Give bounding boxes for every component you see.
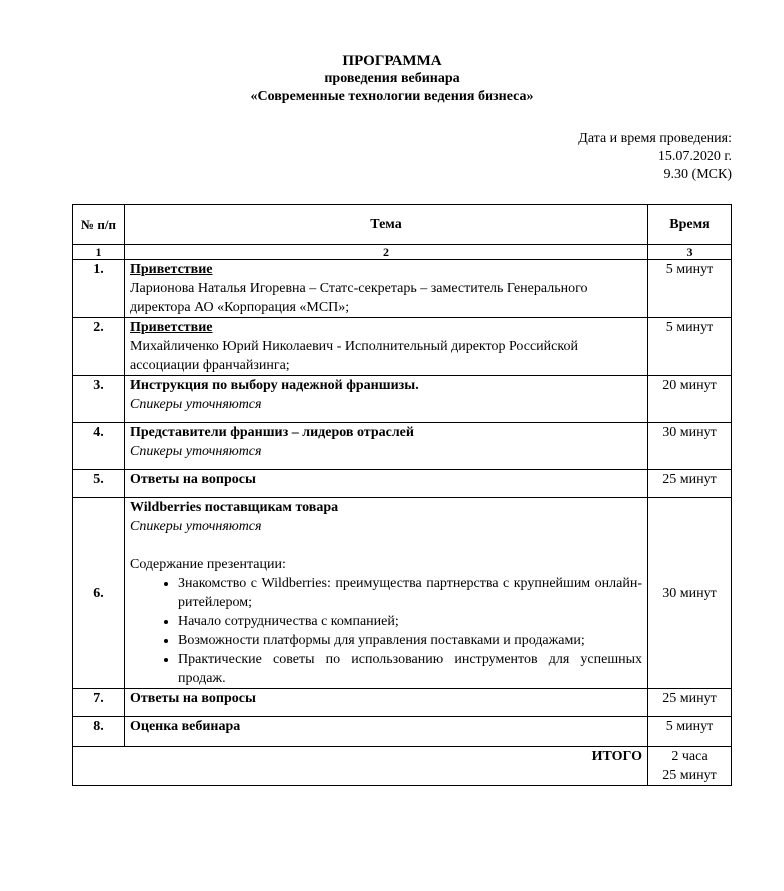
table-row [73,689,732,717]
table-row [73,717,732,747]
row-number: 8. [73,717,125,747]
row-topic [125,717,648,747]
row-note: Спикеры уточняются [130,397,262,412]
row-number: 6. [73,498,125,689]
row-title: Приветствие [130,262,213,277]
list-item: • Начало сотрудничества с компанией; [178,612,642,631]
presentation-bullet-list [130,574,642,688]
row-note: Спикеры уточняются [130,519,262,534]
row-note: Спикеры уточняются [130,444,262,459]
row-title: Ответы на вопросы [130,472,256,487]
row-number: 5. [73,470,125,498]
row-detail: Михайличенко Юрий Николаевич - Исполнительный директор Российской ассоциации франчайзинга; [130,339,578,373]
row-detail: Ларионова Наталья Игоревна – Статс-секретарь – заместитель Генерального директора АО «Корпорация «МСП»; [130,281,588,315]
row-topic [125,689,648,717]
row-topic [125,376,648,423]
document-subtitle: проведения вебинара [324,71,460,86]
event-time: 9.30 (МСК) [663,167,732,182]
col-number-2: 2 [125,245,648,260]
row-time: 30 минут [648,423,732,470]
column-number-row [73,245,732,260]
row-title: Оценка вебинара [130,719,241,734]
col-number-3: 3 [648,245,732,260]
row-title: Wildberries поставщикам товара [130,500,339,515]
total-time-minutes: 25 минут [662,768,717,783]
row-title: Инструкция по выбору надежной франшизы. [130,378,419,393]
document-title: ПРОГРАММА [342,53,442,69]
row-number: 7. [73,689,125,717]
row-number: 1. [73,260,125,318]
row-time: 5 минут [648,318,732,376]
row-topic [125,470,648,498]
table-row [73,423,732,470]
row-topic [125,318,648,376]
row-title: Ответы на вопросы [130,691,256,706]
list-item: • Практические советы по использованию инструментов для успешных продаж. [178,650,642,688]
row-time: 25 минут [648,470,732,498]
table-row [73,376,732,423]
row-time: 30 минут [648,498,732,689]
col-number-1: 1 [73,245,125,260]
row-time: 5 минут [648,717,732,747]
event-datetime [578,130,732,184]
event-name: «Современные технологии ведения бизнеса» [250,89,534,104]
table-row [73,318,732,376]
header-topic: Тема [125,205,648,245]
event-date: 15.07.2020 г. [657,149,732,164]
row-topic [125,498,648,689]
datetime-label: Дата и время проведения: [578,131,732,146]
row-title: Представители франшиз – лидеров отраслей [130,425,414,440]
total-row [73,747,732,786]
list-item: • Возможности платформы для управления поставками и продажами; [178,631,642,650]
header-num: № п/п [73,205,125,245]
row-time: 20 минут [648,376,732,423]
row-time: 5 минут [648,260,732,318]
document-title-block [0,52,784,106]
row-topic [125,260,648,318]
content-label: Содержание презентации: [130,557,286,572]
row-time: 25 минут [648,689,732,717]
table-row [73,498,732,689]
row-topic [125,423,648,470]
row-title: Приветствие [130,320,213,335]
list-item: • Знакомство с Wildberries: преимущества партнерства с крупнейшим онлайн-ритейлером; [178,574,642,612]
row-number: 4. [73,423,125,470]
program-table [72,204,732,786]
header-time: Время [648,205,732,245]
row-number: 2. [73,318,125,376]
table-header-row [73,205,732,245]
table-row [73,470,732,498]
total-time-hours: 2 часа [671,749,708,764]
total-label: ИТОГО [73,747,648,786]
table-row [73,260,732,318]
row-number: 3. [73,376,125,423]
total-time [648,747,732,786]
